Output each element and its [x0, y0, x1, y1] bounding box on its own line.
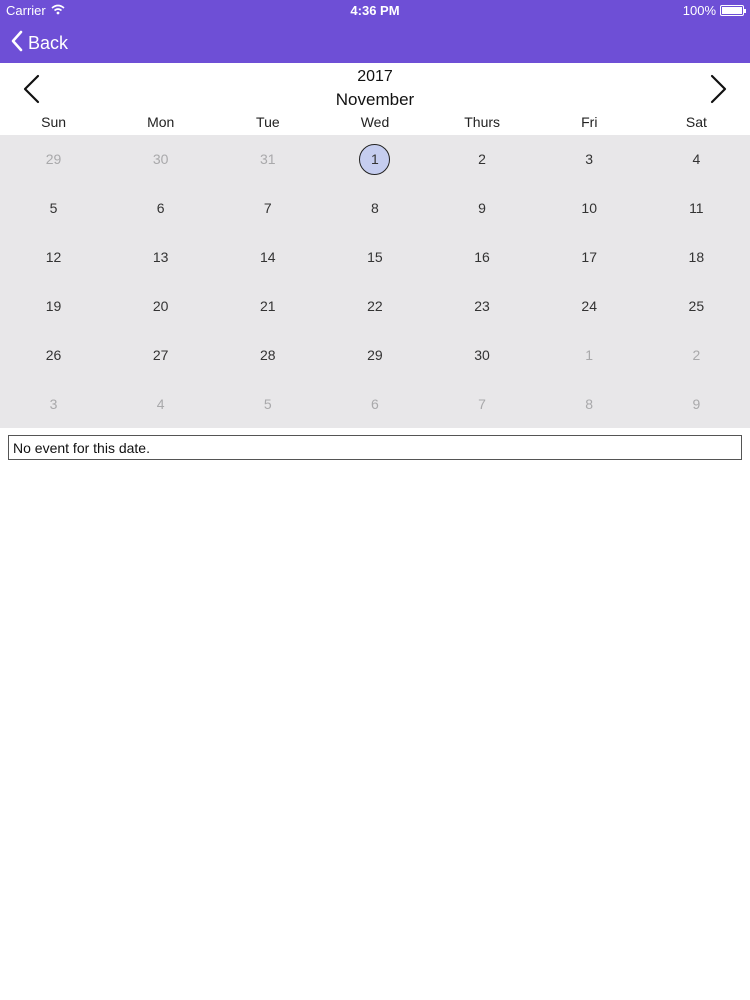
calendar-day-number: 23: [474, 297, 490, 314]
event-message-box: [8, 435, 742, 460]
weekday-fri: Fri: [581, 114, 598, 130]
calendar-day-number: 28: [259, 346, 276, 363]
calendar-day-cell[interactable]: [107, 282, 214, 331]
calendar-day-cell[interactable]: [321, 233, 428, 282]
battery-icon: [720, 5, 744, 16]
calendar-day-number: 18: [688, 249, 705, 266]
calendar-day-number: 8: [585, 395, 594, 412]
calendar-day-number: 4: [692, 151, 701, 168]
calendar-day-cell[interactable]: [429, 330, 536, 379]
calendar-day-number: 13: [152, 249, 169, 266]
navigation-bar: [0, 22, 750, 63]
calendar-day-cell[interactable]: [536, 282, 643, 331]
calendar-day-number: 30: [474, 346, 490, 363]
calendar-day-number: 29: [367, 346, 383, 363]
calendar-day-cell[interactable]: [643, 282, 750, 331]
back-button[interactable]: [10, 28, 68, 58]
chevron-left-icon: [10, 30, 24, 57]
calendar-day-cell[interactable]: [107, 184, 214, 233]
next-month-button[interactable]: [704, 73, 734, 105]
calendar-year: 2017: [357, 68, 393, 85]
calendar-day-cell[interactable]: [643, 135, 750, 184]
calendar-day-number: 3: [585, 151, 594, 168]
calendar-day-number: 7: [478, 395, 486, 412]
calendar-day-number: 15: [367, 249, 383, 266]
calendar-day-number: 25: [688, 297, 705, 314]
calendar-day-number: 27: [152, 346, 169, 363]
calendar-day-cell[interactable]: [536, 184, 643, 233]
weekday-wed: Wed: [360, 114, 390, 130]
calendar-day-number: 17: [581, 249, 597, 266]
calendar-day-number: 30: [152, 151, 169, 168]
weekday-thu: Thurs: [464, 114, 501, 130]
calendar-day-number: 22: [367, 297, 383, 314]
calendar-day-cell[interactable]: [321, 184, 428, 233]
calendar-day-number: 21: [259, 297, 276, 314]
calendar-day-number: 14: [259, 249, 276, 266]
calendar-day-cell[interactable]: [536, 135, 643, 184]
calendar-month: November: [335, 90, 415, 109]
calendar-day-cell[interactable]: [0, 282, 107, 331]
calendar-day-cell[interactable]: [0, 379, 107, 428]
calendar-day-cell[interactable]: [643, 233, 750, 282]
calendar-day-cell[interactable]: [214, 184, 321, 233]
weekday-header-row: [0, 114, 750, 134]
calendar-day-cell[interactable]: [214, 379, 321, 428]
calendar-day-number: 6: [156, 200, 165, 217]
status-right: [683, 3, 744, 18]
calendar-day-cell[interactable]: [321, 330, 428, 379]
calendar-day-number: 12: [45, 249, 62, 266]
calendar-day-grid: [0, 135, 750, 428]
calendar-day-cell[interactable]: [536, 330, 643, 379]
calendar-day-cell[interactable]: [107, 330, 214, 379]
calendar-day-number: 5: [49, 200, 58, 217]
calendar-day-number: 1: [585, 346, 594, 363]
calendar-day-cell[interactable]: [107, 233, 214, 282]
calendar-day-number: 8: [371, 200, 379, 217]
calendar-day-cell[interactable]: [643, 184, 750, 233]
calendar-day-cell[interactable]: [0, 330, 107, 379]
calendar-day-number: 6: [371, 395, 379, 412]
calendar-day-cell[interactable]: [0, 135, 107, 184]
calendar-day-cell[interactable]: [321, 379, 428, 428]
chevron-right-icon: [704, 73, 734, 105]
calendar-day-number: 2: [692, 346, 701, 363]
calendar-day-cell[interactable]: [0, 184, 107, 233]
calendar-day-number: 3: [49, 395, 58, 412]
calendar-day-cell[interactable]: [107, 379, 214, 428]
status-time: 4:36 PM: [350, 3, 400, 18]
weekday-sat: Sat: [685, 114, 707, 130]
calendar-day-cell[interactable]: [214, 330, 321, 379]
calendar-day-number: 16: [474, 249, 490, 266]
calendar-day-number: 2: [478, 151, 486, 168]
weekday-sun: Sun: [41, 114, 67, 130]
calendar-day-number: 7: [263, 200, 272, 217]
calendar-day-number: 20: [152, 297, 169, 314]
weekday-tue: Tue: [256, 114, 280, 130]
battery-label: 100%: [682, 3, 716, 18]
calendar-day-cell[interactable]: [214, 135, 321, 184]
calendar-day-number: 4: [156, 395, 165, 412]
weekday-mon: Mon: [147, 114, 175, 130]
calendar-day-number: 9: [692, 395, 701, 412]
calendar-day-cell[interactable]: [536, 379, 643, 428]
calendar-day-cell[interactable]: [429, 233, 536, 282]
calendar-day-number: 1: [359, 144, 390, 175]
status-bar: [0, 0, 750, 22]
calendar-day-cell[interactable]: [536, 233, 643, 282]
calendar-day-cell[interactable]: [643, 330, 750, 379]
calendar-day-cell[interactable]: [0, 233, 107, 282]
calendar-day-cell[interactable]: [321, 282, 428, 331]
calendar-day-cell[interactable]: [107, 135, 214, 184]
calendar-day-cell[interactable]: [429, 184, 536, 233]
calendar-day-cell[interactable]: [214, 233, 321, 282]
calendar-day-number: 19: [45, 297, 62, 314]
calendar-day-cell[interactable]: [643, 379, 750, 428]
calendar-day-number: 26: [45, 346, 62, 363]
calendar-day-cell[interactable]: [429, 135, 536, 184]
carrier-label: Carrier: [6, 3, 46, 18]
back-label: Back: [28, 32, 69, 53]
calendar-day-cell[interactable]: [214, 282, 321, 331]
calendar-day-number: 24: [581, 297, 597, 314]
calendar-day-number: 11: [689, 200, 704, 217]
calendar-day-number: 5: [263, 395, 272, 412]
calendar-day-number: 10: [581, 200, 597, 217]
calendar-day-cell[interactable]: [321, 135, 428, 184]
calendar-day-cell[interactable]: [429, 379, 536, 428]
calendar-day-cell[interactable]: [429, 282, 536, 331]
event-message: No event for this date.: [13, 440, 150, 456]
calendar-day-number: 9: [478, 200, 486, 217]
calendar-day-number: 29: [45, 151, 62, 168]
calendar-day-number: 31: [259, 151, 276, 168]
